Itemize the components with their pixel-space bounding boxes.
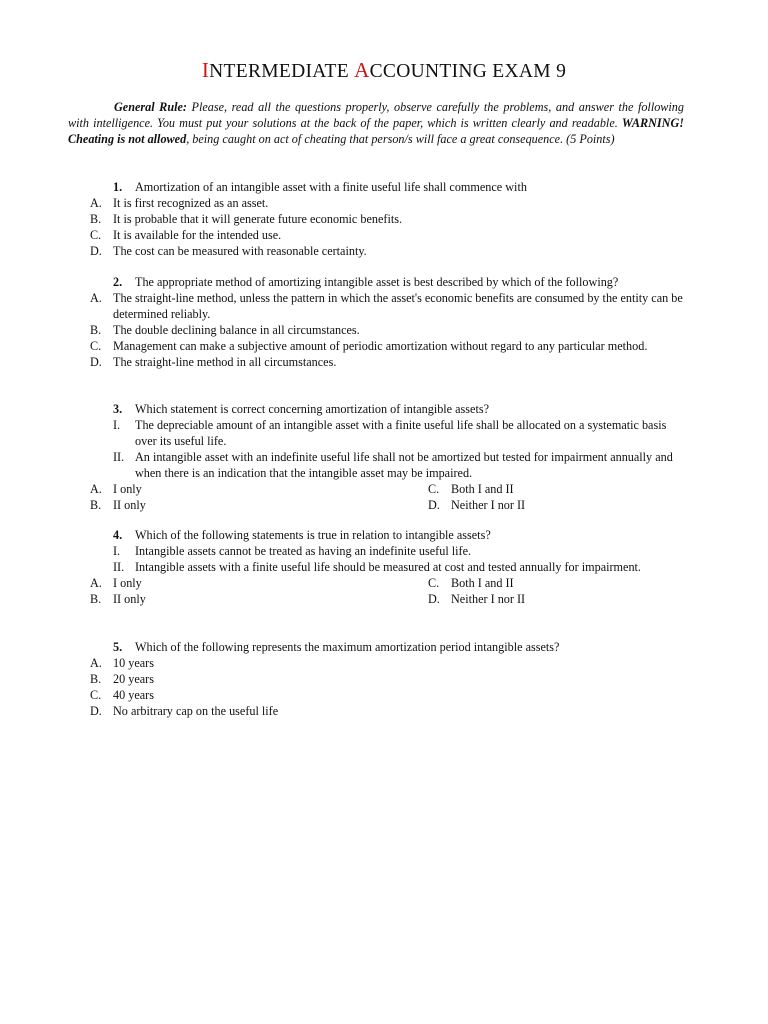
- title-part-2: CCOUNTING EXAM 9: [369, 61, 567, 82]
- option-letter: A.: [90, 576, 102, 590]
- option-letter: B.: [90, 592, 102, 606]
- option-a: [68, 575, 406, 591]
- option-text: I only: [113, 482, 142, 496]
- question-stem: [68, 527, 688, 543]
- option-c: [68, 338, 688, 354]
- statement-i: [68, 543, 688, 559]
- option-d: [68, 703, 688, 719]
- general-rule-text-2: , being caught on act of cheating that person/s will face a great consequence. (5 Points): [186, 132, 615, 146]
- question-text: Amortization of an intangible asset with a finite useful life shall commence with: [135, 180, 527, 194]
- option-b: [68, 671, 688, 687]
- options-grid: [68, 575, 688, 607]
- option-d: [68, 354, 688, 370]
- question-number: 4.: [113, 528, 123, 542]
- option-text: Neither I nor II: [451, 592, 526, 606]
- question-4: [68, 527, 688, 607]
- statement-text: The depreciable amount of an intangible asset with a finite useful life shall be allocated on a systematic basis over its useful life.: [135, 418, 667, 448]
- option-text: It is first recognized as an asset.: [113, 196, 269, 210]
- option-letter: B.: [90, 323, 102, 337]
- title-capital-i: I: [201, 58, 210, 82]
- question-stem: [68, 179, 688, 195]
- question-number: 3.: [113, 402, 123, 416]
- page-title: [0, 58, 768, 84]
- option-c: [406, 481, 688, 497]
- option-a: [68, 195, 688, 211]
- statement-text: An intangible asset with an indefinite useful life shall not be amortized but tested for impairment annually and when there is an indication that the intangible asset may be impaired.: [135, 450, 673, 480]
- question-text: Which of the following statements is true in relation to intangible assets?: [135, 528, 491, 542]
- statement-i: [68, 417, 688, 449]
- statement-numeral: II.: [113, 560, 125, 574]
- options-grid: [68, 481, 688, 513]
- option-letter: A.: [90, 291, 102, 305]
- title-capital-a: A: [354, 58, 370, 82]
- statement-numeral: II.: [113, 450, 125, 464]
- option-b: [68, 211, 688, 227]
- option-letter: A.: [90, 482, 102, 496]
- option-letter: A.: [90, 196, 102, 210]
- statement-ii: [68, 559, 688, 575]
- option-d: [406, 497, 688, 513]
- option-letter: B.: [90, 498, 102, 512]
- option-a: [68, 481, 406, 497]
- option-text: The cost can be measured with reasonable certainty.: [113, 244, 367, 258]
- option-letter: C.: [90, 688, 102, 702]
- option-text: No arbitrary cap on the useful life: [113, 704, 279, 718]
- option-letter: C.: [428, 482, 440, 496]
- question-stem: [68, 401, 688, 417]
- option-letter: C.: [90, 228, 102, 242]
- option-letter: D.: [90, 244, 102, 258]
- option-text: I only: [113, 576, 142, 590]
- option-c: [406, 575, 688, 591]
- option-text: The straight-line method in all circumstances.: [113, 355, 337, 369]
- statement-text: Intangible assets with a finite useful life should be measured at cost and tested annually for impairment.: [135, 560, 641, 574]
- option-letter: A.: [90, 656, 102, 670]
- option-letter: D.: [428, 498, 440, 512]
- option-text: Management can make a subjective amount of periodic amortization without regard to any particular method.: [113, 339, 648, 353]
- option-text: 10 years: [113, 656, 154, 670]
- option-letter: C.: [90, 339, 102, 353]
- option-text: Neither I nor II: [451, 498, 526, 512]
- option-text: Both I and II: [451, 576, 514, 590]
- warning-text: WARNING! Cheating is not allowed: [68, 116, 684, 146]
- option-letter: D.: [90, 355, 102, 369]
- option-c: [68, 227, 688, 243]
- option-text: The straight-line method, unless the pattern in which the asset's economic benefits are consumed by the entity can be determined reliably.: [113, 291, 683, 321]
- option-text: It is available for the intended use.: [113, 228, 282, 242]
- option-a: [68, 290, 688, 322]
- question-text: Which of the following represents the maximum amortization period intangible assets?: [135, 640, 560, 654]
- option-text: It is probable that it will generate future economic benefits.: [113, 212, 403, 226]
- question-text: The appropriate method of amortizing intangible asset is best described by which of the following?: [135, 275, 619, 289]
- question-number: 1.: [113, 180, 123, 194]
- option-text: 20 years: [113, 672, 154, 686]
- option-d: [68, 243, 688, 259]
- option-text: Both I and II: [451, 482, 514, 496]
- question-number: 5.: [113, 640, 123, 654]
- question-5: [68, 639, 688, 719]
- option-letter: B.: [90, 672, 102, 686]
- option-text: II only: [113, 592, 146, 606]
- question-text: Which statement is correct concerning amortization of intangible assets?: [135, 402, 489, 416]
- statement-numeral: I.: [113, 418, 121, 432]
- option-letter: D.: [90, 704, 102, 718]
- option-letter: C.: [428, 576, 440, 590]
- option-text: II only: [113, 498, 146, 512]
- general-rule-text-1: Please, read all the questions properly, observe carefully the problems, and answer the following with intelligence. You must put your solutions at the back of the paper, which is written clearly and readable.: [68, 100, 684, 130]
- question-stem: [68, 639, 688, 655]
- option-a: [68, 655, 688, 671]
- option-d: [406, 591, 688, 607]
- option-b: [68, 497, 406, 513]
- option-text: 40 years: [113, 688, 154, 702]
- general-rule: [68, 99, 684, 147]
- option-text: The double declining balance in all circumstances.: [113, 323, 360, 337]
- option-letter: B.: [90, 212, 102, 226]
- question-stem: [68, 274, 688, 290]
- option-letter: D.: [428, 592, 440, 606]
- option-b: [68, 591, 406, 607]
- statement-ii: [68, 449, 688, 481]
- question-number: 2.: [113, 275, 123, 289]
- question-2: [68, 274, 688, 370]
- title-part-1: NTERMEDIATE: [209, 61, 355, 82]
- question-3: [68, 401, 688, 513]
- option-b: [68, 322, 688, 338]
- general-rule-label: General Rule:: [114, 100, 187, 114]
- option-c: [68, 687, 688, 703]
- statement-text: Intangible assets cannot be treated as having an indefinite useful life.: [135, 544, 472, 558]
- question-1: [68, 179, 688, 259]
- statement-numeral: I.: [113, 544, 121, 558]
